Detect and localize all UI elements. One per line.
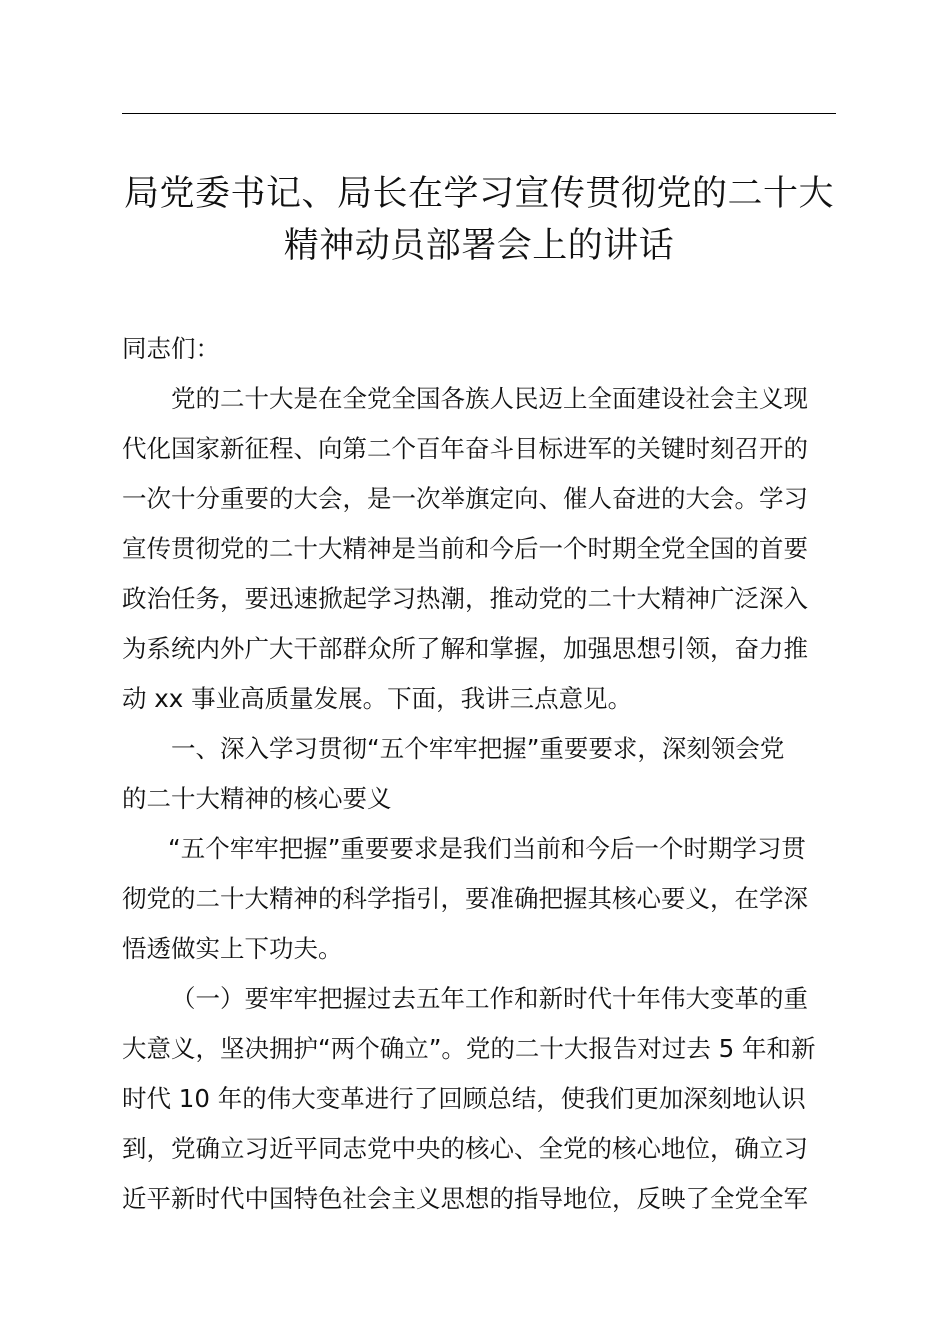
paragraph-line: 政治任务，要迅速掀起学习热潮，推动党的二十大精神广泛深入 [122, 584, 808, 613]
paragraph-line: 党的二十大是在全党全国各族人民迈上全面建设社会主义现 [171, 384, 808, 413]
section-heading-line: 的二十大精神的核心要义 [122, 784, 392, 813]
paragraph-line: 大意义，坚决拥护“两个确立”。党的二十大报告对过去 5 年和新 [122, 1034, 816, 1063]
paragraph-line: 时代 10 年的伟大变革进行了回顾总结，使我们更加深刻地认识 [122, 1084, 806, 1113]
paragraph-line: “五个牢牢把握”重要要求是我们当前和今后一个时期学习贯 [168, 834, 806, 863]
document-title [110, 168, 848, 272]
paragraph-line: 动 xx 事业高质量发展。下面，我讲三点意见。 [122, 684, 633, 713]
paragraph-line: 彻党的二十大精神的科学指引，要准确把握其核心要义，在学深 [122, 884, 808, 913]
paragraph-line: 一次十分重要的大会，是一次举旗定向、催人奋进的大会。学习 [122, 484, 808, 513]
title-line: 精神动员部署会上的讲话 [283, 226, 675, 266]
title-line: 局党委书记、局长在学习宣传贯彻党的二十大 [123, 174, 834, 214]
paragraph-line: 到，党确立习近平同志党中央的核心、全党的核心地位，确立习 [122, 1134, 808, 1163]
salutation: 同志们： [122, 334, 220, 363]
header-rule [122, 113, 836, 114]
paragraph-line: 近平新时代中国特色社会主义思想的指导地位，反映了全党全军 [122, 1184, 808, 1213]
paragraph-line: 为系统内外广大干部群众所了解和掌握，加强思想引领，奋力推 [122, 634, 808, 663]
paragraph-line: 悟透做实上下功夫。 [122, 934, 343, 963]
paragraph-line: （一）要牢牢把握过去五年工作和新时代十年伟大变革的重 [171, 984, 808, 1013]
document-body [122, 324, 838, 1224]
paragraph-line: 宣传贯彻党的二十大精神是当前和今后一个时期全党全国的首要 [122, 534, 808, 563]
section-heading-line: 一、深入学习贯彻“五个牢牢把握”重要要求，深刻领会党 [171, 734, 785, 763]
paragraph-line: 代化国家新征程、向第二个百年奋斗目标进军的关键时刻召开的 [122, 434, 808, 463]
